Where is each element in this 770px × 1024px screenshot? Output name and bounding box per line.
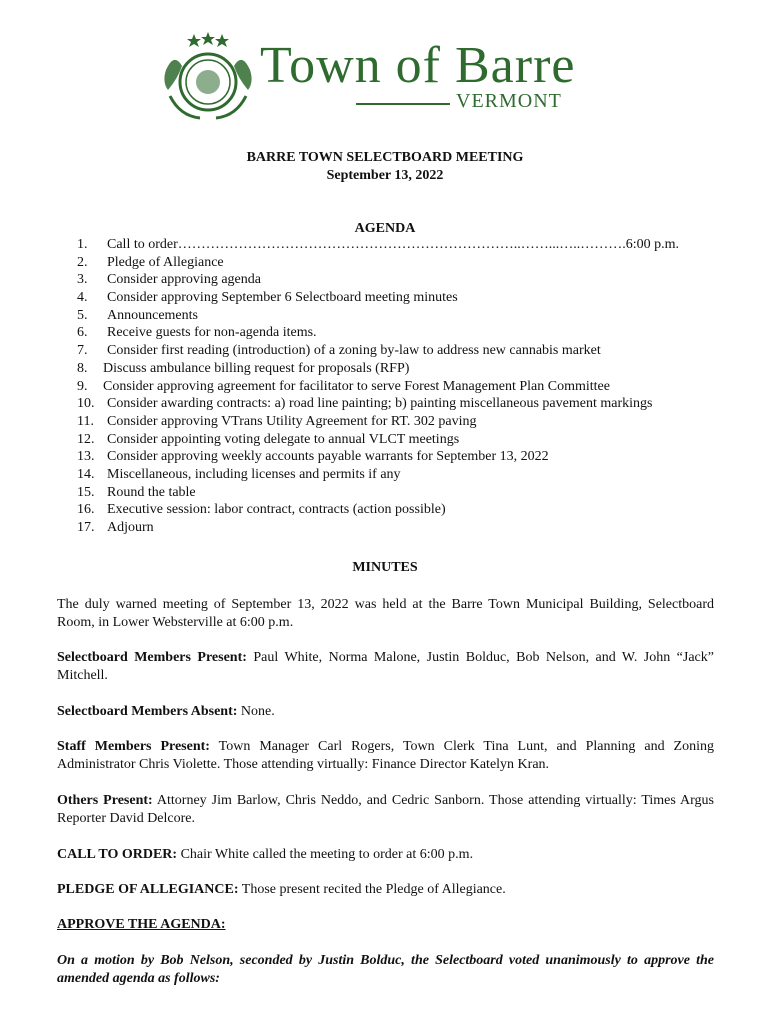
list-item bbox=[77, 448, 717, 466]
item-number: 3. bbox=[77, 272, 88, 288]
list-item bbox=[77, 501, 717, 519]
item-text: Consider approving weekly accounts payable warrants for September 13, 2022 bbox=[107, 449, 549, 465]
item-number: 16. bbox=[77, 502, 95, 518]
call-to-order-label: CALL TO ORDER: bbox=[57, 847, 178, 862]
pledge-text: Those present recited the Pledge of Allegiance. bbox=[241, 882, 506, 897]
members-present-text: Paul White, Norma Malone, Justin Bolduc, Bob Nelson, and W. John “Jack” Mitchell. bbox=[57, 650, 714, 683]
item-text: Consider approving agenda bbox=[107, 272, 261, 288]
list-item bbox=[77, 484, 717, 502]
logo-subtitle: VERMONT bbox=[456, 90, 562, 112]
staff-present-label: Staff Members Present: bbox=[57, 739, 210, 754]
item-text: Round the table bbox=[107, 484, 196, 500]
item-text: Adjourn bbox=[107, 520, 154, 535]
item-text: Consider approving agreement for facilitator to serve Forest Management Plan Committee bbox=[103, 378, 610, 394]
item-number: 1. bbox=[77, 237, 88, 252]
item-number: 12. bbox=[77, 431, 95, 447]
list-item bbox=[77, 254, 717, 272]
call-to-order bbox=[57, 846, 714, 864]
item-text: Consider awarding contracts: a) road line painting; b) painting miscellaneous pavement markings bbox=[107, 396, 653, 412]
item-text: Consider approving September 6 Selectboard meeting minutes bbox=[107, 290, 458, 306]
agenda-list bbox=[77, 236, 717, 537]
item-text: Consider approving VTrans Utility Agreement for RT. 302 paving bbox=[107, 413, 477, 429]
item-number: 2. bbox=[77, 254, 88, 270]
members-absent-text: None. bbox=[240, 704, 275, 719]
item-number: 7. bbox=[77, 343, 88, 359]
call-to-order-text: Chair White called the meeting to order at 6:00 p.m. bbox=[180, 847, 474, 862]
town-logo bbox=[160, 30, 580, 130]
logo-title: Town of Barre bbox=[260, 37, 576, 94]
item-text: Executive session: labor contract, contracts (action possible) bbox=[107, 502, 446, 518]
list-item bbox=[77, 378, 717, 396]
item-number: 11. bbox=[77, 413, 94, 429]
approve-agenda-label: APPROVE THE AGENDA: bbox=[57, 917, 226, 932]
item-text: Receive guests for non-agenda items. bbox=[107, 325, 317, 341]
item-number: 10. bbox=[77, 396, 95, 412]
item-number: 17. bbox=[77, 520, 95, 535]
minutes-heading: MINUTES bbox=[352, 560, 418, 575]
item-text: Pledge of Allegiance bbox=[107, 254, 224, 270]
list-item bbox=[77, 466, 717, 484]
list-item bbox=[77, 395, 717, 413]
item-number: 9. bbox=[77, 378, 88, 394]
meeting-date: September 13, 2022 bbox=[326, 168, 444, 183]
list-item bbox=[77, 413, 717, 431]
meeting-title: BARRE TOWN SELECTBOARD MEETING bbox=[246, 150, 524, 165]
list-item bbox=[77, 431, 717, 449]
item-number: 6. bbox=[77, 325, 88, 341]
item-text: Consider first reading (introduction) of a zoning by-law to address new cannabis market bbox=[107, 343, 601, 359]
list-item bbox=[77, 307, 717, 325]
item-text: Consider appointing voting delegate to annual VLCT meetings bbox=[107, 431, 460, 447]
members-absent bbox=[57, 703, 714, 721]
list-item bbox=[77, 324, 717, 342]
list-item bbox=[77, 236, 717, 254]
item-number: 14. bbox=[77, 466, 95, 482]
item-text: Miscellaneous, including licenses and permits if any bbox=[107, 466, 401, 482]
members-absent-label: Selectboard Members Absent: bbox=[57, 704, 238, 719]
list-item bbox=[77, 271, 717, 289]
staff-present bbox=[57, 738, 714, 774]
others-present-text: Attorney Jim Barlow, Chris Neddo, and Cedric Sanborn. Those attending virtually: Times Argus Reporter David Delcore. bbox=[57, 793, 714, 826]
approve-agenda-heading bbox=[57, 916, 714, 934]
item-number: 15. bbox=[77, 484, 95, 500]
list-item bbox=[77, 289, 717, 307]
logo-divider bbox=[356, 103, 450, 105]
pledge bbox=[57, 881, 714, 899]
item-text: Announcements bbox=[107, 307, 198, 323]
list-item bbox=[77, 360, 717, 378]
agenda-heading: AGENDA bbox=[354, 221, 416, 236]
pledge-label: PLEDGE OF ALLEGIANCE: bbox=[57, 882, 239, 897]
item-text: Call to order………………………………………………………………..……...…..……….6:00 p.m. bbox=[107, 237, 680, 252]
members-present bbox=[57, 649, 714, 685]
motion-statement: On a motion by Bob Nelson, seconded by Justin Bolduc, the Selectboard voted unanimously to approve the amended agenda as follows: bbox=[57, 953, 714, 986]
members-present-label: Selectboard Members Present: bbox=[57, 650, 247, 665]
item-number: 4. bbox=[77, 290, 88, 306]
town-seal-icon bbox=[160, 30, 256, 126]
item-number: 13. bbox=[77, 449, 95, 465]
item-number: 5. bbox=[77, 307, 88, 323]
item-number: 8. bbox=[77, 360, 88, 376]
motion-text bbox=[57, 952, 714, 988]
list-item bbox=[77, 519, 717, 537]
minutes-intro: The duly warned meeting of September 13, 2022 was held at the Barre Town Municipal Building, Selectboard Room, in Lower Websterville at 6:00 p.m. bbox=[57, 597, 714, 630]
others-present bbox=[57, 792, 714, 828]
staff-present-text: Town Manager Carl Rogers, Town Clerk Tina Lunt, and Planning and Zoning Administrator Chris Violette. Those attending virtually: Finance Director Katelyn Kran. bbox=[57, 739, 714, 772]
item-text: Discuss ambulance billing request for proposals (RFP) bbox=[103, 360, 410, 376]
list-item bbox=[77, 342, 717, 360]
others-present-label: Others Present: bbox=[57, 793, 153, 808]
